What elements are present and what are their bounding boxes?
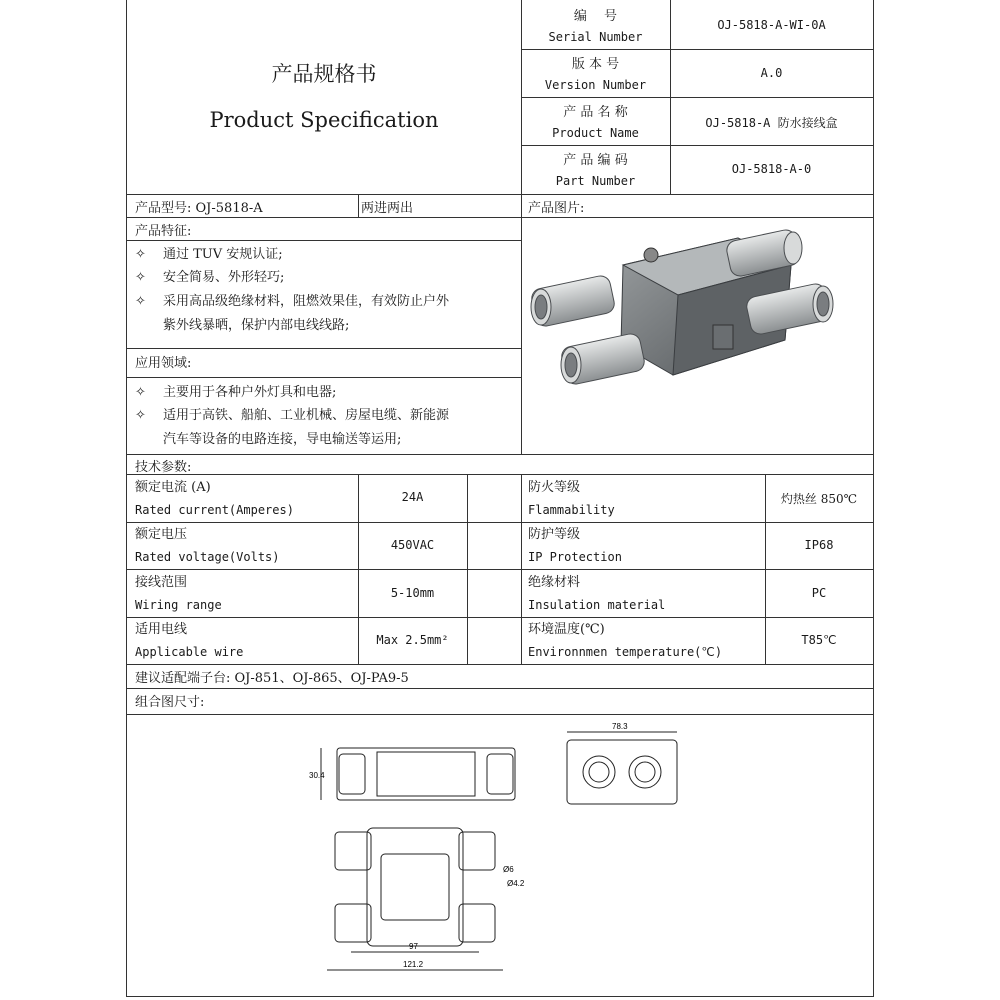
bullet-icon: ✧ — [135, 270, 146, 285]
tech-row: 绝缘材料 Insulation material — [528, 575, 666, 612]
drawing-title: 组合图尺寸: — [135, 695, 205, 710]
product-name-value: OJ-5818-A 防水接线盒 — [705, 116, 838, 130]
dim-hole2: Ø4.2 — [507, 879, 525, 888]
feature-item: ✧ 安全简易、外形轻巧; — [135, 266, 284, 289]
serial-label-en: Serial Number — [548, 30, 643, 44]
tech-value: PC — [811, 586, 827, 600]
part-number-label-cn: 产 品 编 码 — [563, 153, 628, 168]
tech-row: 适用电线 Applicable wire — [135, 622, 244, 659]
product-name-label-cn: 产 品 名 称 — [563, 105, 628, 120]
image-label: 产品图片: — [528, 201, 585, 216]
feature-item-cont: 紫外线暴晒，保护内部电线线路; — [163, 318, 350, 333]
tech-row: 额定电流 (A) Rated current(Amperes) — [135, 480, 294, 517]
features-title: 产品特征: — [135, 224, 192, 239]
tech-value: Max 2.5mm² — [376, 633, 449, 647]
version-value: A.0 — [760, 66, 783, 80]
tech-row: 防护等级 IP Protection — [528, 527, 622, 564]
title-cn: 产品规格书 — [271, 62, 377, 86]
tech-value: 灼热丝 850℃ — [780, 492, 858, 506]
product-photo — [523, 220, 871, 452]
version-label-en: Version Number — [544, 78, 647, 92]
bullet-icon: ✧ — [135, 294, 146, 309]
serial-value: OJ-5818-A-WI-0A — [717, 18, 826, 32]
tech-row: 额定电压 Rated voltage(Volts) — [135, 527, 280, 564]
part-number-value: OJ-5818-A-0 — [731, 162, 812, 176]
bullet-icon: ✧ — [135, 408, 146, 423]
tech-value: 24A — [401, 490, 424, 504]
tech-row: 环境温度(℃) Environnmen temperature(℃) — [528, 622, 723, 659]
version-label-cn: 版 本 号 — [571, 57, 620, 72]
dim-hole1: Ø6 — [503, 865, 514, 874]
tech-value: T85℃ — [801, 633, 837, 647]
dim-width-side: 78.3 — [612, 722, 628, 731]
bullet-icon: ✧ — [135, 385, 146, 400]
dim-total: 121.2 — [403, 960, 424, 969]
tech-value: 450VAC — [390, 538, 435, 552]
model-type: 两进两出 — [361, 201, 414, 216]
dim-inner: 97 — [409, 942, 418, 951]
application-item: ✧ 主要用于各种户外灯具和电器; — [135, 381, 336, 404]
tech-row: 防火等级 Flammability — [528, 480, 615, 517]
product-name-label-en: Product Name — [552, 126, 639, 140]
model-label: 产品型号: OJ-5818-A — [135, 201, 263, 216]
bullet-icon: ✧ — [135, 247, 146, 262]
part-number-label-en: Part Number — [555, 174, 636, 188]
dim-height: 30.4 — [309, 771, 325, 780]
serial-label-cn: 编 号 — [573, 9, 618, 24]
spec-sheet — [126, 0, 874, 997]
feature-item: ✧ 通过 TUV 安规认证; — [135, 243, 283, 266]
tech-row: 接线范围 Wiring range — [135, 575, 222, 612]
application-item: ✧ 适用于高铁、船舶、工业机械、房屋电缆、新能源 — [135, 404, 449, 427]
feature-item: ✧ 采用高品级绝缘材料，阻燃效果佳，有效防止户外 — [135, 290, 449, 313]
applications-title: 应用领域: — [135, 356, 192, 371]
title-en: Product Specification — [209, 108, 439, 132]
tech-value: IP68 — [804, 538, 834, 552]
dimension-drawing — [307, 720, 707, 988]
tech-value: 5-10mm — [390, 586, 435, 600]
tech-title: 技术参数: — [135, 460, 192, 475]
terminal-suggestion: 建议适配端子台: OJ-851、OJ-865、OJ-PA9-5 — [135, 671, 409, 686]
application-item-cont: 汽车等设备的电路连接，导电输送等运用; — [163, 432, 402, 447]
